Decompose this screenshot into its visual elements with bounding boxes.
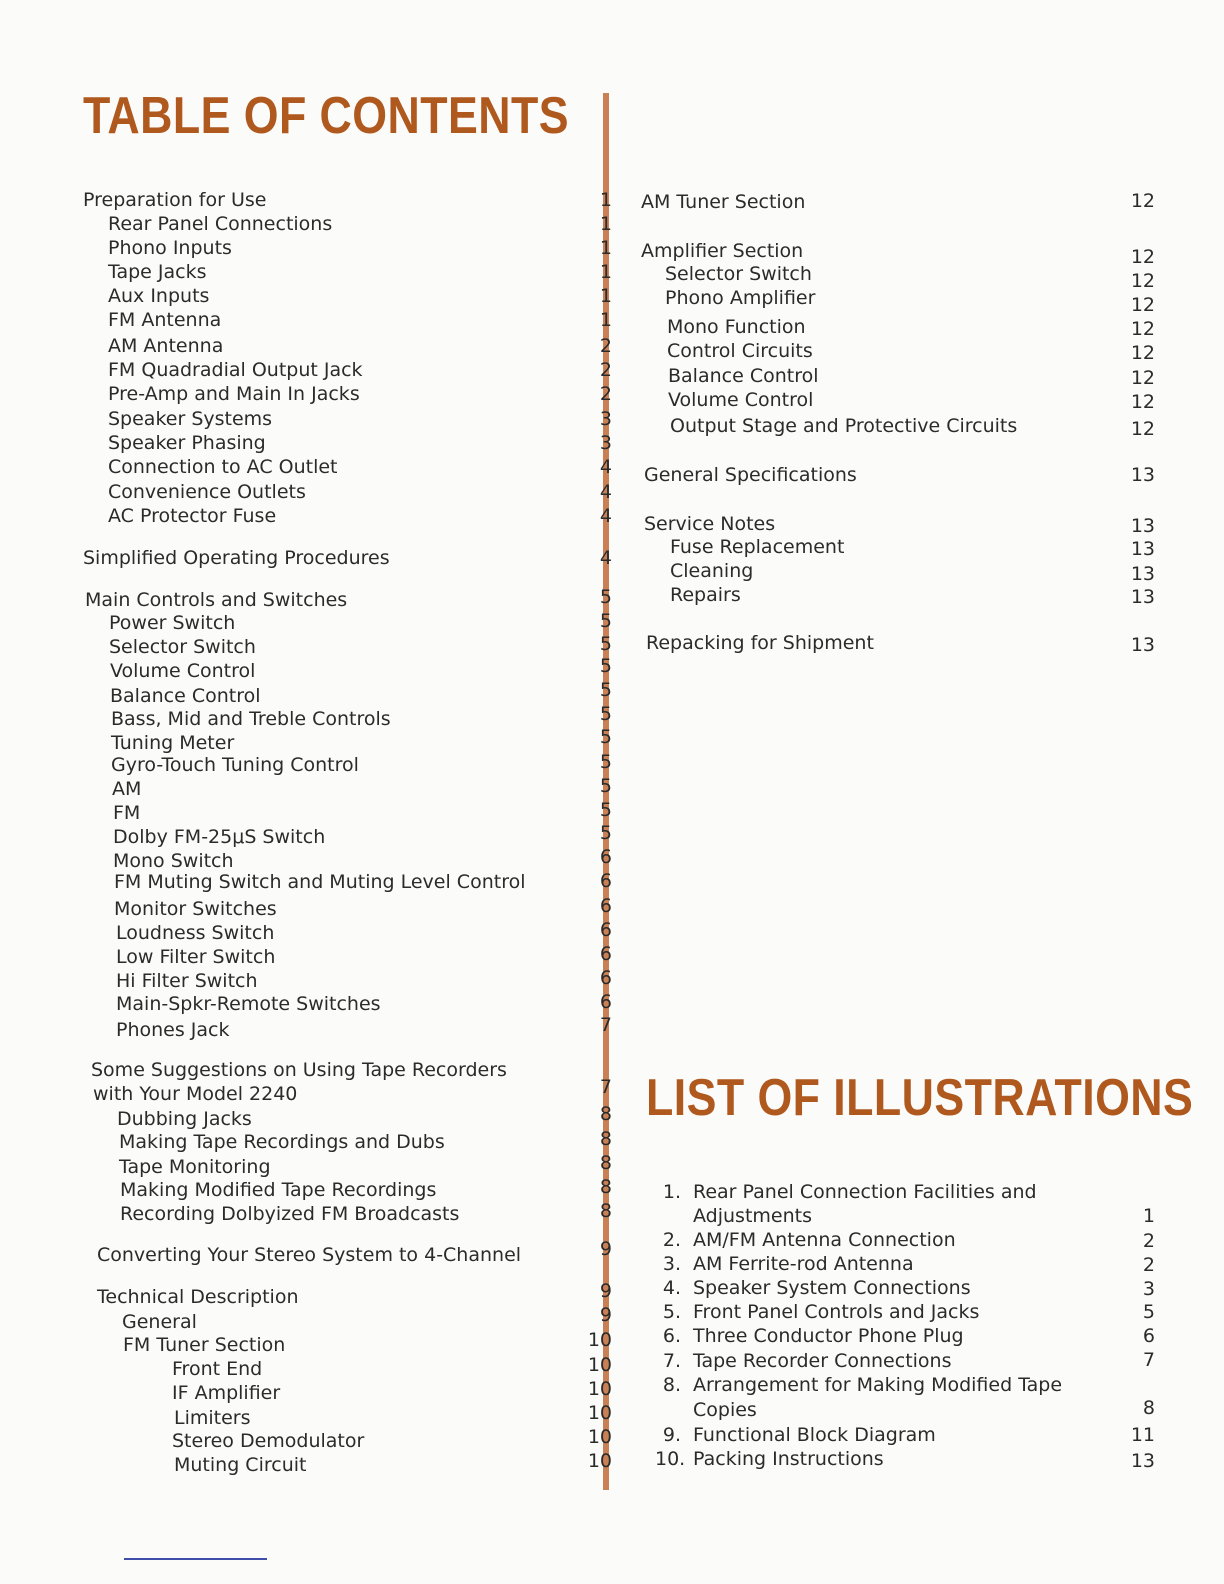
toc-item-page-number: 4 — [599, 456, 612, 478]
illustration-title: Speaker System Connections — [693, 1277, 971, 1299]
toc-item-title: Repacking for Shipment — [646, 632, 874, 654]
toc-item-title: Mono Switch — [113, 850, 234, 872]
toc-item-title: Phones Jack — [116, 1019, 230, 1041]
toc-item-title: Main Controls and Switches — [85, 589, 348, 611]
toc-item-page-number: 12 — [1130, 294, 1155, 316]
toc-item-title: FM Muting Switch and Muting Level Control — [114, 871, 526, 893]
toc-item-title: Hi Filter Switch — [116, 970, 258, 992]
toc-item-page-number: 13 — [1130, 538, 1155, 560]
toc-item-page-number: 12 — [1130, 190, 1155, 212]
toc-item-title: Power Switch — [109, 612, 236, 634]
toc-item-page-number: 5 — [599, 633, 612, 655]
illustration-page-number: 11 — [1130, 1424, 1155, 1446]
toc-item-page-number: 1 — [599, 213, 612, 235]
toc-item-title: AM — [112, 778, 142, 800]
toc-item-page-number: 12 — [1130, 342, 1155, 364]
illustration-title: Adjustments — [693, 1205, 812, 1227]
toc-item-title: Main-Spkr-Remote Switches — [116, 993, 381, 1015]
toc-item-page-number: 13 — [1130, 586, 1155, 608]
toc-item-page-number: 13 — [1130, 515, 1155, 537]
toc-item-page-number: 10 — [587, 1402, 612, 1424]
illustration-page-number: 5 — [1142, 1301, 1155, 1323]
toc-item-page-number: 8 — [599, 1152, 612, 1174]
toc-item-page-number: 2 — [599, 335, 612, 357]
toc-item-page-number: 10 — [587, 1426, 612, 1448]
toc-item-page-number: 5 — [599, 822, 612, 844]
table-of-contents-title: TABLE OF CONTENTS — [83, 87, 569, 145]
toc-item-page-number: 5 — [599, 703, 612, 725]
illustration-number: 2. — [662, 1229, 681, 1251]
toc-item-page-number: 4 — [599, 547, 612, 569]
toc-item-page-number: 2 — [599, 383, 612, 405]
toc-item-page-number: 4 — [599, 481, 612, 503]
toc-item-page-number: 5 — [599, 726, 612, 748]
toc-item-title: Technical Description — [97, 1286, 299, 1308]
toc-item-page-number: 1 — [599, 285, 612, 307]
toc-item-page-number: 10 — [587, 1354, 612, 1376]
toc-item-title: Dolby FM-25μS Switch — [113, 826, 326, 848]
toc-item-page-number: 5 — [599, 775, 612, 797]
toc-item-title: Some Suggestions on Using Tape Recorders — [91, 1059, 507, 1081]
toc-item-page-number: 12 — [1130, 391, 1155, 413]
toc-item-title: Volume Control — [668, 389, 814, 411]
toc-item-page-number: 5 — [599, 655, 612, 677]
toc-item-title: Converting Your Stereo System to 4-Channel — [97, 1244, 522, 1266]
toc-item-title: Muting Circuit — [174, 1454, 307, 1476]
toc-item-title: Loudness Switch — [116, 922, 275, 944]
illustration-page-number: 7 — [1142, 1349, 1155, 1371]
toc-item-page-number: 12 — [1130, 270, 1155, 292]
toc-item-title: Phono Inputs — [108, 237, 232, 259]
illustration-title: Packing Instructions — [693, 1448, 884, 1470]
toc-item-page-number: 7 — [599, 1014, 612, 1036]
toc-item-page-number: 9 — [599, 1280, 612, 1302]
toc-item-page-number: 5 — [599, 610, 612, 632]
toc-item-page-number: 9 — [599, 1304, 612, 1326]
toc-item-page-number: 12 — [1130, 318, 1155, 340]
illustration-title: Tape Recorder Connections — [693, 1350, 952, 1372]
toc-item-title: Dubbing Jacks — [117, 1108, 252, 1130]
toc-item-title: Selector Switch — [665, 263, 812, 285]
toc-item-title: Convenience Outlets — [108, 481, 306, 503]
toc-item-title: Front End — [172, 1358, 263, 1380]
toc-item-title: FM — [113, 802, 141, 824]
toc-item-page-number: 13 — [1130, 563, 1155, 585]
illustration-title: Front Panel Controls and Jacks — [693, 1301, 980, 1323]
illustration-page-number: 1 — [1142, 1205, 1155, 1227]
toc-item-page-number: 8 — [599, 1176, 612, 1198]
toc-item-title: AC Protector Fuse — [108, 505, 277, 527]
toc-item-page-number: 12 — [1130, 367, 1155, 389]
toc-item-page-number: 6 — [599, 870, 612, 892]
illustration-title: AM/FM Antenna Connection — [693, 1229, 956, 1251]
illustration-title: Rear Panel Connection Facilities and — [693, 1181, 1037, 1203]
toc-item-page-number: 1 — [599, 309, 612, 331]
toc-item-page-number: 12 — [1130, 246, 1155, 268]
toc-item-title: Balance Control — [110, 685, 261, 707]
toc-item-title: Phono Amplifier — [665, 287, 816, 309]
toc-item-title: Bass, Mid and Treble Controls — [111, 708, 391, 730]
illustration-number: 3. — [662, 1253, 681, 1275]
illustration-page-number: 2 — [1142, 1230, 1155, 1252]
illustration-number: 5. — [662, 1301, 681, 1323]
list-of-illustrations-title: LIST OF ILLUSTRATIONS — [646, 1069, 1194, 1127]
illustration-number: 1. — [662, 1181, 681, 1203]
illustration-number: 10. — [655, 1448, 686, 1470]
toc-item-title: Repairs — [670, 584, 741, 606]
toc-item-title: Making Modified Tape Recordings — [120, 1179, 437, 1201]
toc-item-title: IF Amplifier — [172, 1382, 281, 1404]
toc-item-page-number: 3 — [599, 432, 612, 454]
toc-item-title: with Your Model 2240 — [93, 1083, 298, 1105]
illustration-title: Copies — [693, 1399, 757, 1421]
toc-item-page-number: 3 — [599, 408, 612, 430]
toc-item-title: Tape Monitoring — [119, 1156, 271, 1178]
illustration-number: 4. — [662, 1277, 681, 1299]
toc-item-page-number: 5 — [599, 679, 612, 701]
toc-item-title: Stereo Demodulator — [172, 1430, 365, 1452]
toc-item-title: Tuning Meter — [111, 732, 235, 754]
toc-item-title: Recording Dolbyized FM Broadcasts — [120, 1203, 460, 1225]
footer-rule — [124, 1558, 267, 1560]
toc-item-title: Speaker Systems — [108, 408, 273, 430]
illustration-number: 6. — [662, 1325, 681, 1347]
toc-item-title: Limiters — [174, 1407, 251, 1429]
illustration-page-number: 6 — [1142, 1325, 1155, 1347]
toc-item-title: FM Antenna — [108, 309, 222, 331]
toc-item-title: Simplified Operating Procedures — [83, 547, 390, 569]
illustration-title: AM Ferrite-rod Antenna — [693, 1253, 914, 1275]
toc-item-title: Aux Inputs — [108, 285, 210, 307]
illustration-page-number: 8 — [1142, 1397, 1155, 1419]
toc-item-title: Gyro-Touch Tuning Control — [111, 754, 359, 776]
toc-item-page-number: 8 — [599, 1200, 612, 1222]
toc-item-title: Selector Switch — [109, 636, 256, 658]
toc-item-title: Making Tape Recordings and Dubs — [119, 1131, 445, 1153]
toc-item-page-number: 1 — [599, 261, 612, 283]
toc-item-page-number: 6 — [599, 967, 612, 989]
toc-item-page-number: 2 — [599, 359, 612, 381]
toc-item-title: Service Notes — [644, 513, 776, 535]
toc-item-page-number: 13 — [1130, 464, 1155, 486]
illustration-page-number: 2 — [1142, 1254, 1155, 1276]
illustration-page-number: 3 — [1142, 1278, 1155, 1300]
toc-item-title: Tape Jacks — [108, 261, 207, 283]
toc-item-page-number: 10 — [587, 1378, 612, 1400]
toc-item-page-number: 6 — [599, 991, 612, 1013]
toc-item-page-number: 6 — [599, 919, 612, 941]
toc-item-page-number: 8 — [599, 1128, 612, 1150]
toc-item-page-number: 9 — [599, 1238, 612, 1260]
toc-item-title: Fuse Replacement — [670, 536, 845, 558]
toc-item-title: General — [122, 1311, 197, 1333]
toc-item-page-number: 6 — [599, 895, 612, 917]
toc-item-title: Mono Function — [667, 316, 806, 338]
toc-item-title: AM Tuner Section — [641, 191, 806, 213]
toc-item-page-number: 5 — [599, 586, 612, 608]
illustration-title: Three Conductor Phone Plug — [693, 1325, 964, 1347]
toc-item-page-number: 6 — [599, 846, 612, 868]
toc-item-page-number: 4 — [599, 505, 612, 527]
toc-item-title: Rear Panel Connections — [108, 213, 333, 235]
toc-item-title: Output Stage and Protective Circuits — [670, 415, 1018, 437]
toc-item-page-number: 13 — [1130, 634, 1155, 656]
toc-item-page-number: 12 — [1130, 418, 1155, 440]
toc-item-page-number: 10 — [587, 1450, 612, 1472]
toc-item-page-number: 1 — [599, 189, 612, 211]
illustration-number: 9. — [662, 1424, 681, 1446]
toc-item-page-number: 5 — [599, 799, 612, 821]
toc-item-page-number: 7 — [599, 1076, 612, 1098]
toc-item-title: Balance Control — [668, 365, 819, 387]
illustration-number: 7. — [662, 1350, 681, 1372]
toc-item-title: Connection to AC Outlet — [108, 456, 338, 478]
toc-item-title: Control Circuits — [667, 340, 813, 362]
toc-item-page-number: 8 — [599, 1103, 612, 1125]
toc-item-title: Pre-Amp and Main In Jacks — [108, 383, 360, 405]
toc-item-title: FM Quadradial Output Jack — [108, 359, 363, 381]
toc-item-title: Cleaning — [670, 560, 754, 582]
toc-item-page-number: 10 — [587, 1329, 612, 1351]
toc-item-title: AM Antenna — [108, 335, 224, 357]
illustration-page-number: 13 — [1130, 1450, 1155, 1472]
illustration-title: Arrangement for Making Modified Tape — [693, 1374, 1063, 1396]
toc-item-title: FM Tuner Section — [123, 1334, 286, 1356]
toc-item-title: Volume Control — [110, 660, 256, 682]
toc-item-page-number: 1 — [599, 237, 612, 259]
toc-item-title: Monitor Switches — [114, 898, 277, 920]
illustration-number: 8. — [662, 1374, 681, 1396]
toc-item-page-number: 6 — [599, 943, 612, 965]
toc-item-page-number: 5 — [599, 751, 612, 773]
toc-item-title: Amplifier Section — [641, 240, 804, 262]
toc-item-title: Speaker Phasing — [108, 432, 266, 454]
toc-item-title: Preparation for Use — [83, 189, 267, 211]
toc-item-title: Low Filter Switch — [116, 946, 276, 968]
illustration-title: Functional Block Diagram — [693, 1424, 936, 1446]
toc-item-title: General Specifications — [644, 464, 857, 486]
